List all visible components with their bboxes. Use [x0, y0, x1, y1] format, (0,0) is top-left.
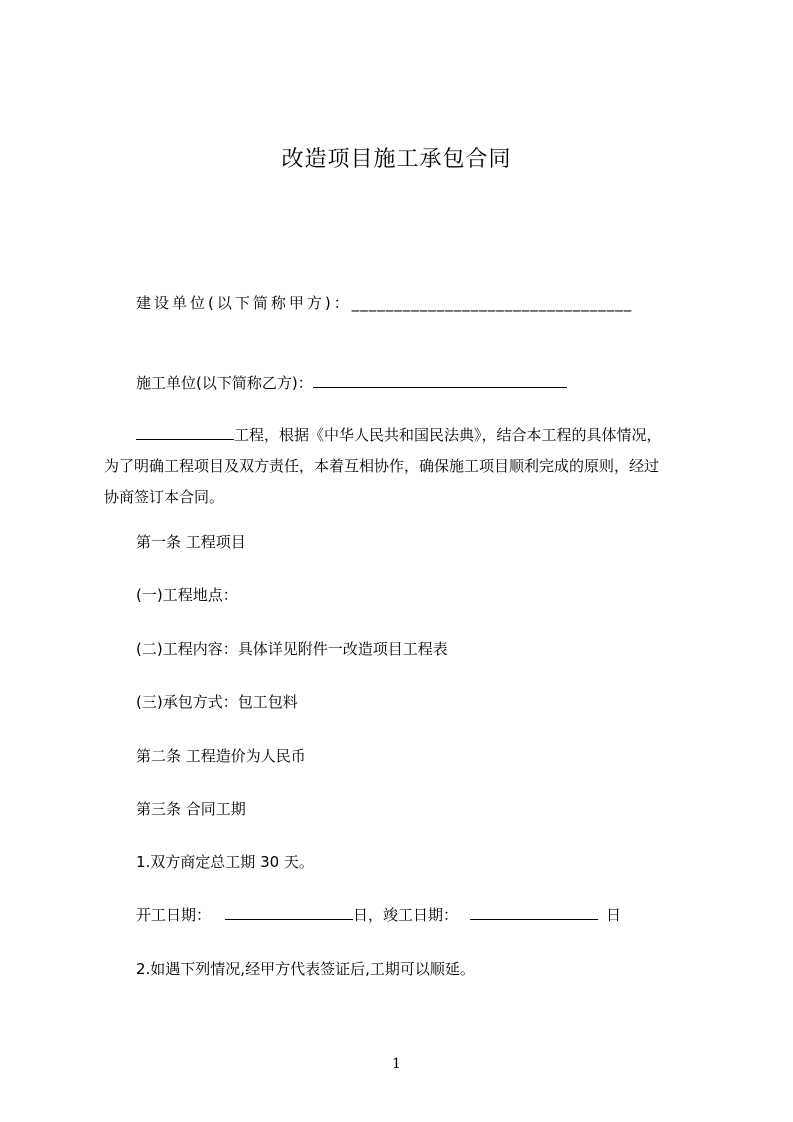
- article-3-heading: 第三条 合同工期: [136, 800, 246, 818]
- intro-line-2: 为了明确工程项目及双方责任，本着互相协作，确保施工项目顺利完成的原则，经过: [104, 457, 660, 475]
- article-1-item-3: (三)承包方式：包工包料: [136, 693, 298, 711]
- article-1-heading: 第一条 工程项目: [136, 533, 246, 551]
- project-name-blank: [136, 425, 234, 440]
- intro-line-1: 工程，根据《中华人民共和国民法典》，结合本工程的具体情况，: [234, 426, 662, 444]
- party-b-label: 施工单位(以下简称乙方)：: [136, 374, 313, 392]
- article-3-item-2: 2.如遇下列情况,经甲方代表签证后,工期可以顺延。: [136, 960, 475, 978]
- intro-paragraph: [104, 420, 704, 513]
- article-1-item-1: (一)工程地点：: [136, 586, 238, 604]
- article-1-item-2: (二)工程内容：具体详见附件一改造项目工程表: [136, 640, 448, 658]
- article-3-item-1: 1.双方商定总工期 30 天。: [136, 853, 314, 871]
- party-a-label: 建设单位(以下简称甲方)：: [136, 294, 352, 312]
- start-date-blank: [225, 905, 353, 920]
- party-a-blank: _________________________________: [351, 294, 633, 312]
- article-2-heading: 第二条 工程造价为人民币: [136, 747, 306, 765]
- end-date-label: 日，竣工日期：: [353, 906, 459, 924]
- party-b-blank: [313, 373, 567, 388]
- party-b-line: [136, 372, 567, 393]
- start-date-label: 开工日期：: [136, 906, 212, 924]
- party-a-line: [136, 292, 632, 313]
- dates-line: [136, 904, 621, 925]
- contract-title: 改造项目施工承包合同: [281, 147, 512, 172]
- end-date-suffix: 日: [606, 906, 622, 924]
- intro-line-3: 协商签订本合同。: [104, 488, 225, 506]
- end-date-blank: [470, 905, 598, 920]
- page-number: 1: [392, 1056, 401, 1072]
